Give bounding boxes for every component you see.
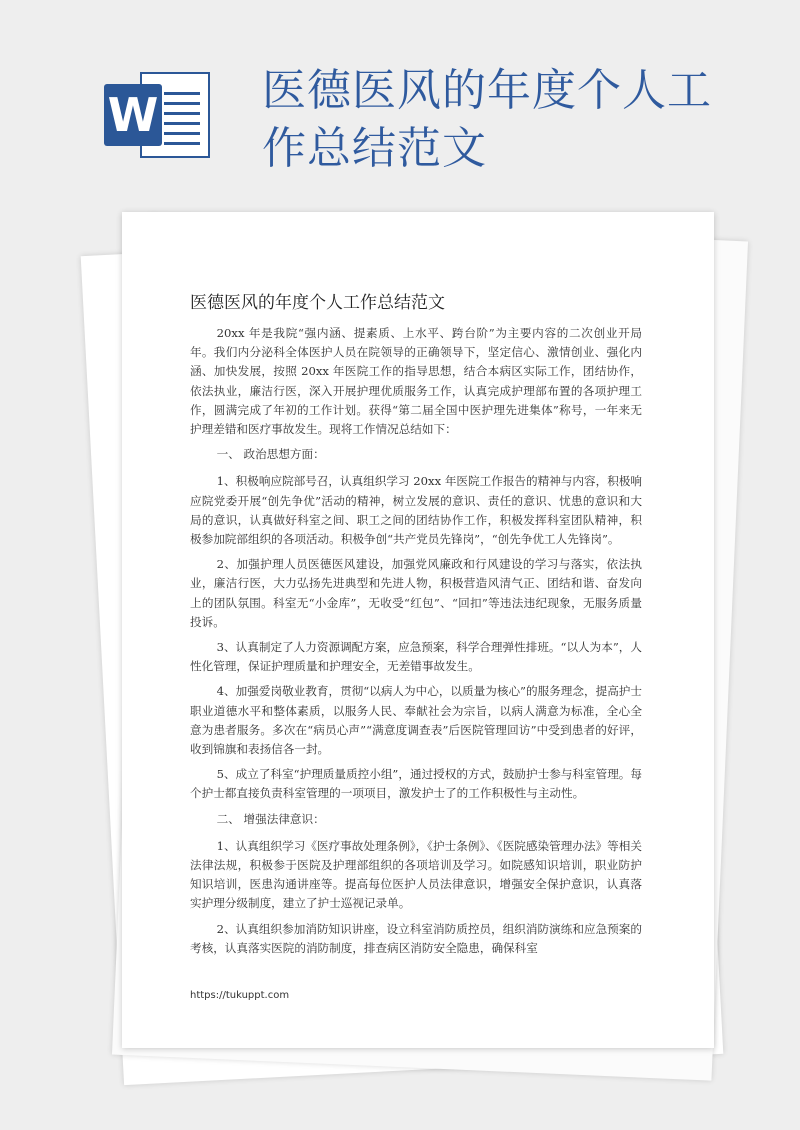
paragraph: 2、加强护理人员医德医风建设，加强党风廉政和行风建设的学习与落实，依法执业，廉洁行医，大力弘扬先进典型和先进人物，积极营造风清气正、团结和谐、奋发向上的团队氛围。科室无“小金库”，无收受“红包”、“回扣”等违法违纪现象，无服务质量投诉。 [190,557,642,629]
banner-title-line1: 医德医风的年度个人工 [262,65,712,116]
document-body [190,324,642,964]
section-heading: 一、 政治思想方面： [216,447,325,462]
paragraph: 2、认真组织参加消防知识讲座，设立科室消防质控员，组织消防演练和应急预案的考核，认真落实医院的消防制度，排查病区消防安全隐患，确保科室 [190,921,642,955]
word-badge: W [104,84,162,146]
footer-url: https://tukuppt.com [190,990,290,1001]
banner-title-line2: 作总结范文 [262,123,487,174]
banner-title [262,62,732,178]
document-page [122,212,714,1048]
word-document-icon [104,72,214,158]
section-heading: 二、 增强法律意识： [216,811,325,826]
document-title: 医德医风的年度个人工作总结范文 [190,293,445,313]
page-header [0,0,800,210]
paragraph: 4、加强爱岗敬业教育，贯彻“以病人为中心，以质量为核心”的服务理念，提高护士职业道德水平和整体素质，以服务人民、奉献社会为宗旨，以病人满意为标准，全心全意为患者服务。多次在“病员心声”“满意度调查表”后医院管理回访”中受到患者的好评，收到锦旗和表扬信各一封。 [190,684,642,757]
paragraph: 20xx 年是我院“强内涵、提素质、上水平、跨台阶”为主要内容的二次创业开局年。我们内分泌科全体医护人员在院领导的正确领导下，坚定信心、激情创业、强化内涵、加快发展，按照 20xx 年医院工作的指导思想，结合本病区实际工作，团结协作，依法执业，廉洁行医，深入开展护理优质服务工作，认真完成护理部布置的各项护理工作，圆满完成了年初的工作计划。获得“第二届全国中医护理先进集体”称号，一年来无护理差错和医疗事故发生。现将工作情况总结如下： [190,326,642,437]
paragraph: 1、积极响应院部号召，认真组织学习 20xx 年医院工作报告的精神与内容，积极响应院党委开展“创先争优”活动的精神，树立发展的意识、责任的意识、忧患的意识和大局的意识，认真做好科室之间、职工之间的团结协作工作，积极发挥科室团队精神，积极参加院部组织的各项活动。积极争创“共产党员先锋岗”，“创先争优工人先锋岗”。 [190,474,642,547]
paragraph: 5、成立了科室“护理质量质控小组”，通过授权的方式，鼓励护士参与科室管理。每个护士都直接负责科室管理的一项项目，激发护士了的工作积极性与主动性。 [190,767,642,801]
paragraph: 1、认真组织学习《医疗事故处理条例》，《护士条例》、《医院感染管理办法》等相关法律法规，积极参于医院及护理部组织的各项培训及学习。如院感知识培训，职业防护知识培训，医患沟通讲座等。提高每位医护人员法律意识，增强安全保护意识，认真落实护理分级制度，建立了护士巡视记录单。 [190,838,642,911]
paragraph: 3、认真制定了人力资源调配方案，应急预案，科学合理弹性排班。“以人为本”，人性化管理，保证护理质量和护理安全，无差错事故发生。 [190,640,642,674]
